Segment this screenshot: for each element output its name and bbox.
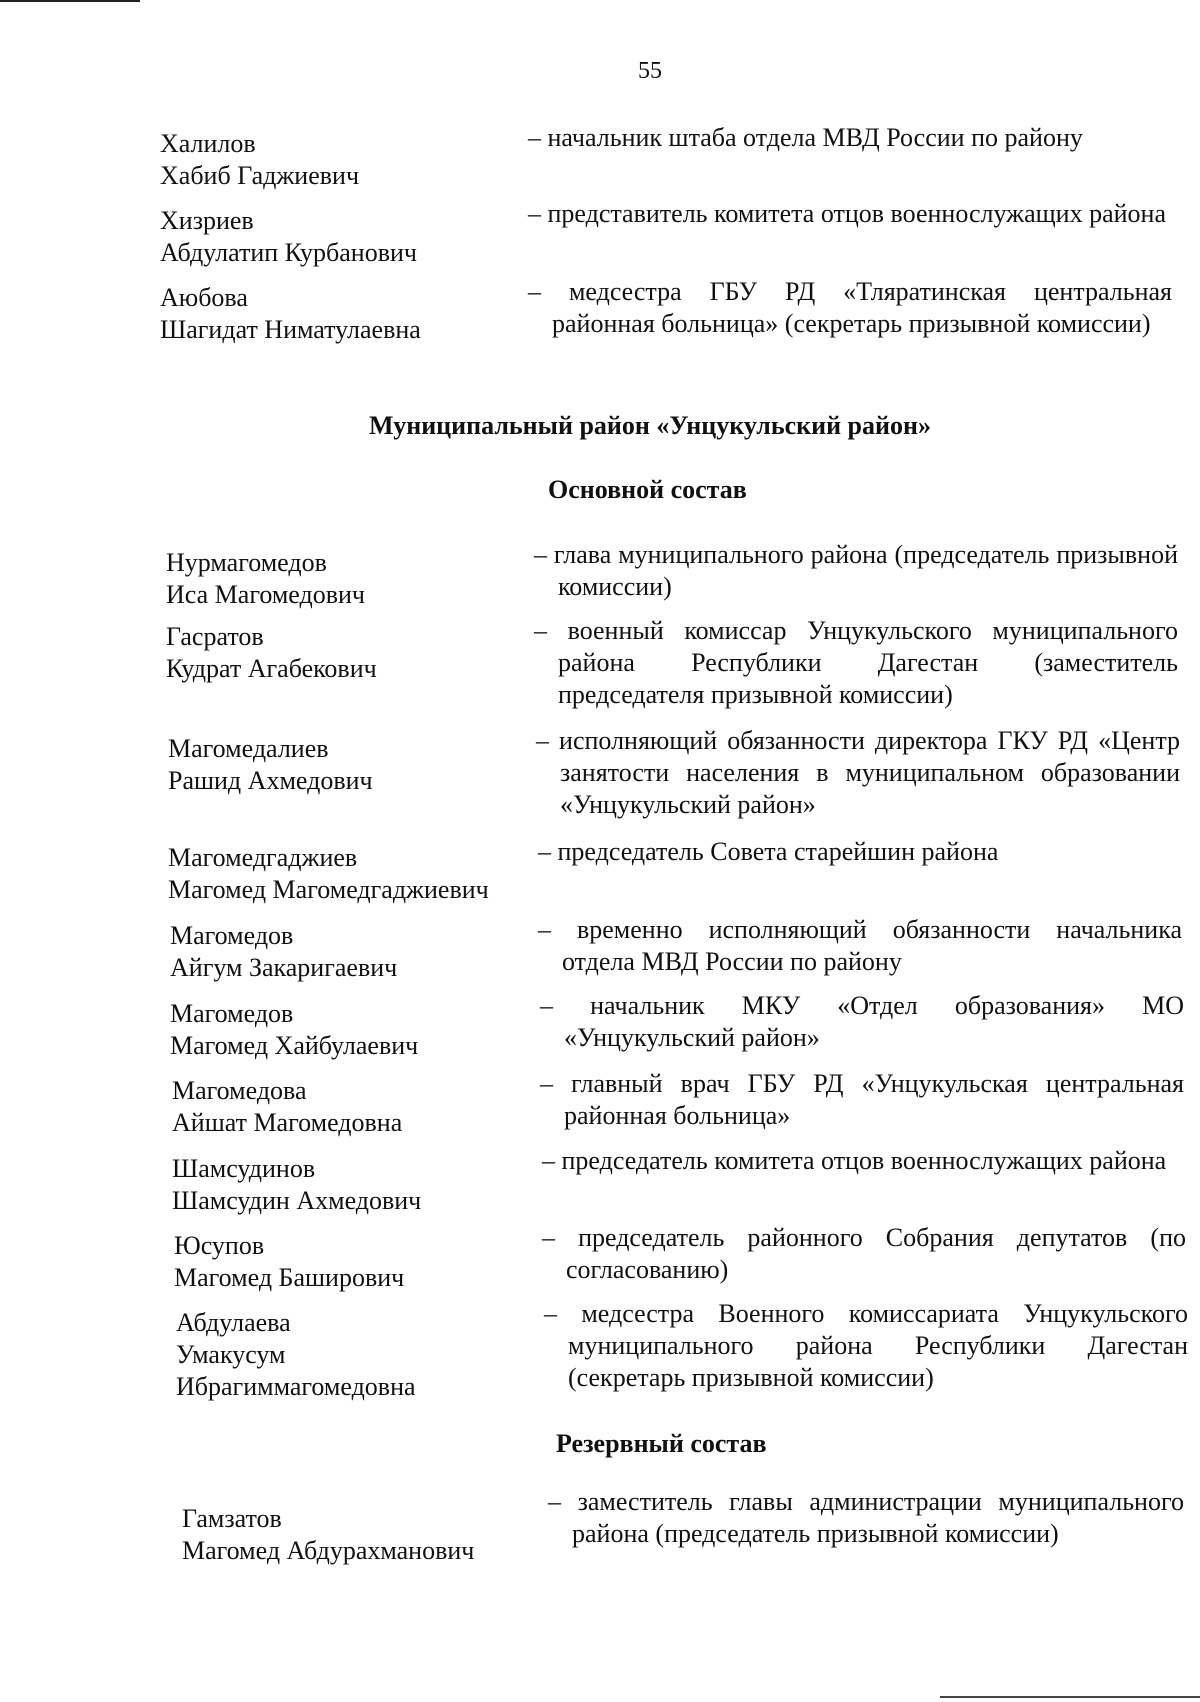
person-role: – представитель комитета отцов военнослужащих района (528, 199, 1166, 228)
given-name: Магомед Магомедгаджиевич (168, 875, 489, 904)
surname: Магомедгаджиев (168, 843, 358, 872)
given-name: Шамсудин Ахмедович (172, 1186, 422, 1215)
person-role: – председатель Совета старейшин района (538, 837, 999, 866)
main-composition-heading: Основной состав (548, 475, 747, 504)
person-name (172, 1153, 532, 1217)
person-role: – глава муниципального района (председатель призывной комиссии) (534, 540, 1178, 601)
surname: Хизриев (160, 206, 254, 235)
given-name: Магомед Баширович (174, 1263, 405, 1292)
person-name (170, 920, 530, 984)
person-name (166, 547, 526, 611)
surname: Магомедов (170, 999, 294, 1028)
given-name: Айшат Магомедовна (172, 1108, 403, 1137)
person-role: – главный врач ГБУ РД «Унцукульская центральная районная больница» (540, 1069, 1184, 1130)
surname: Магомедалиев (168, 734, 329, 763)
given-name: Умакусум (176, 1340, 286, 1369)
surname: Гамзатов (182, 1504, 282, 1533)
given-name: Рашид Ахмедович (168, 766, 373, 795)
person-name (170, 998, 530, 1062)
given-name: Иса Магомедович (166, 580, 365, 609)
reserve-composition-heading: Резервный состав (556, 1429, 767, 1458)
person-name (160, 128, 520, 192)
person-role: – медсестра ГБУ РД «Тляратинская центральная районная больница» (секретарь призывной комиссии) (528, 277, 1172, 338)
person-name (182, 1503, 542, 1567)
person-role: – медсестра Военного комиссариата Унцукульского муниципального района Республики Дагестан (секретарь призывной комиссии) (544, 1299, 1188, 1392)
person-role: – исполняющий обязанности директора ГКУ РД «Центр занятости населения в муниципальном образовании «Унцукульский район» (536, 726, 1180, 819)
given-name: Шагидат Ниматулаевна (160, 315, 421, 344)
given-name: Кудрат Агабекович (166, 654, 377, 683)
page-number: 55 (638, 58, 662, 84)
surname: Юсупов (174, 1231, 265, 1260)
person-name (174, 1230, 534, 1294)
person-role: – председатель комитета отцов военнослужащих района (542, 1146, 1167, 1175)
surname: Аюбова (160, 283, 248, 312)
surname: Магомедова (172, 1076, 307, 1105)
district-heading: Муниципальный район «Унцукульский район» (369, 411, 931, 440)
person-name (168, 842, 548, 906)
scan-edge-bottom (940, 1696, 1200, 1698)
surname: Нурмагомедов (166, 548, 327, 577)
given-name: Магомед Хайбулаевич (170, 1031, 419, 1060)
given-name: Магомед Абдурахманович (182, 1536, 475, 1565)
given-name: Хабиб Гаджиевич (160, 161, 360, 190)
given-name: Абдулатип Курбанович (160, 238, 417, 267)
person-name (172, 1075, 532, 1139)
person-role: – начальник штаба отдела МВД России по району (528, 123, 1083, 152)
person-name (176, 1307, 536, 1403)
surname: Магомедов (170, 921, 294, 950)
surname: Халилов (160, 129, 256, 158)
scan-edge-top (0, 0, 140, 2)
person-role: – начальник МКУ «Отдел образования» МО «Унцукульский район» (540, 991, 1184, 1052)
surname: Гасратов (166, 622, 264, 651)
person-name (168, 733, 528, 797)
person-name (160, 205, 520, 269)
person-role: – временно исполняющий обязанности начальника отдела МВД России по району (538, 915, 1182, 976)
person-name (160, 282, 520, 346)
surname: Шамсудинов (172, 1154, 316, 1183)
given-name-continued: Ибрагиммагомедовна (176, 1372, 416, 1401)
person-role: – заместитель главы администрации муниципального района (председатель призывной комиссии) (548, 1487, 1184, 1548)
person-role: – председатель районного Собрания депутатов (по согласованию) (542, 1223, 1186, 1284)
person-name (166, 621, 526, 685)
surname: Абдулаева (176, 1308, 291, 1337)
given-name: Айгум Закаригаевич (170, 953, 398, 982)
person-role: – военный комиссар Унцукульского муниципального района Республики Дагестан (заместитель председателя призывной комиссии) (534, 616, 1178, 709)
